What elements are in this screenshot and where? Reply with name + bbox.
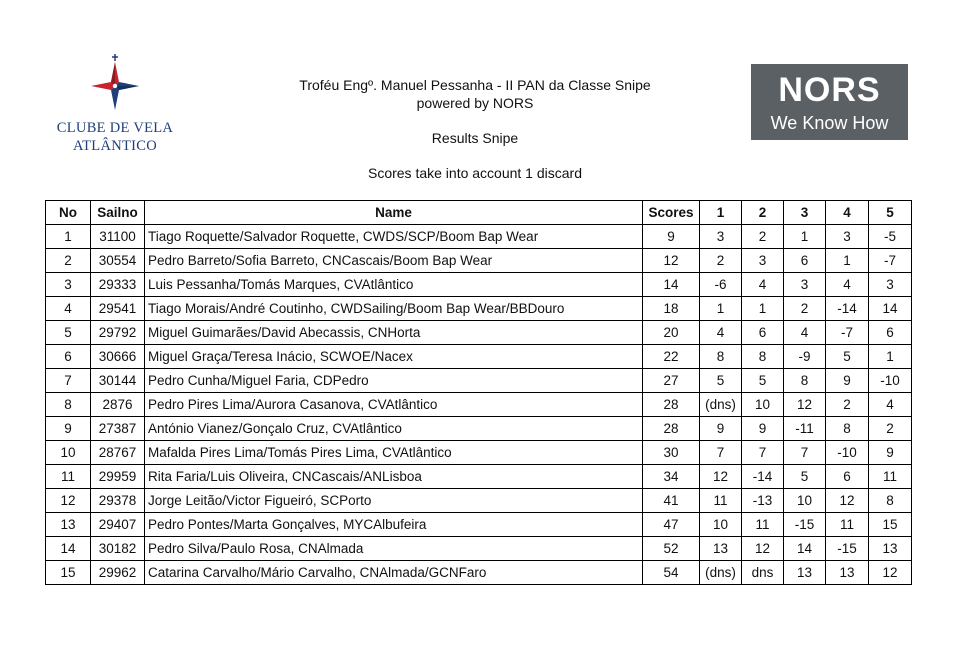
sail-number-cell: 29333 [91, 273, 145, 297]
table-row [46, 441, 912, 465]
position-cell: 12 [46, 489, 91, 513]
position-cell: 9 [46, 417, 91, 441]
column-header: 5 [869, 201, 912, 225]
position-cell: 5 [46, 321, 91, 345]
race-3-score-cell: 3 [784, 273, 826, 297]
results-label: Results Snipe [431, 130, 519, 146]
race-5-score-cell: -7 [869, 249, 912, 273]
total-score-cell: 30 [643, 441, 700, 465]
club-name-second-line: ATLÂNTICO [72, 138, 158, 154]
sail-number-cell: 29962 [91, 561, 145, 585]
race-1-score-cell: (dns) [700, 561, 742, 585]
club-name: CLUBE DE VELA [56, 120, 174, 136]
column-header: 4 [826, 201, 869, 225]
position-cell: 4 [46, 297, 91, 321]
race-2-score-cell: 2 [742, 225, 784, 249]
race-4-score-cell: 13 [826, 561, 869, 585]
table-row [46, 321, 912, 345]
position-cell: 15 [46, 561, 91, 585]
race-1-score-cell: 1 [700, 297, 742, 321]
race-2-score-cell: 12 [742, 537, 784, 561]
race-2-score-cell: 7 [742, 441, 784, 465]
race-3-score-cell: 6 [784, 249, 826, 273]
crew-name-cell: António Vianez/Gonçalo Cruz, CVAtlântico [145, 417, 643, 441]
race-1-score-cell: 12 [700, 465, 742, 489]
race-4-score-cell: 5 [826, 345, 869, 369]
race-4-score-cell: -14 [826, 297, 869, 321]
race-3-score-cell: 1 [784, 225, 826, 249]
race-4-score-cell: 9 [826, 369, 869, 393]
total-score-cell: 28 [643, 393, 700, 417]
table-row [46, 465, 912, 489]
race-2-score-cell: dns [742, 561, 784, 585]
race-4-score-cell: 8 [826, 417, 869, 441]
total-score-cell: 41 [643, 489, 700, 513]
race-5-score-cell: 4 [869, 393, 912, 417]
sail-number-cell: 29792 [91, 321, 145, 345]
race-5-score-cell: 8 [869, 489, 912, 513]
race-5-score-cell: 15 [869, 513, 912, 537]
race-5-score-cell: 3 [869, 273, 912, 297]
race-4-score-cell: 2 [826, 393, 869, 417]
race-4-score-cell: 1 [826, 249, 869, 273]
race-2-score-cell: -14 [742, 465, 784, 489]
table-row [46, 297, 912, 321]
crew-name-cell: Jorge Leitão/Victor Figueiró, SCPorto [145, 489, 643, 513]
race-1-score-cell: 11 [700, 489, 742, 513]
position-cell: 1 [46, 225, 91, 249]
page-subtitle: powered by NORS [416, 95, 534, 111]
sail-number-cell: 29378 [91, 489, 145, 513]
sponsor-tagline: We Know How [770, 113, 889, 133]
race-2-score-cell: 4 [742, 273, 784, 297]
race-2-score-cell: 6 [742, 321, 784, 345]
race-2-score-cell: 10 [742, 393, 784, 417]
race-2-score-cell: 5 [742, 369, 784, 393]
race-1-score-cell: (dns) [700, 393, 742, 417]
race-2-score-cell: 9 [742, 417, 784, 441]
page-title: Troféu Engº. Manuel Pessanha - II PAN da Classe Snipe [299, 77, 651, 93]
column-header: Scores [643, 201, 700, 225]
race-3-score-cell: 5 [784, 465, 826, 489]
race-4-score-cell: 11 [826, 513, 869, 537]
race-4-score-cell: 3 [826, 225, 869, 249]
race-3-score-cell: -9 [784, 345, 826, 369]
race-1-score-cell: 2 [700, 249, 742, 273]
table-row [46, 537, 912, 561]
crew-name-cell: Miguel Guimarães/David Abecassis, CNHorta [145, 321, 643, 345]
race-2-score-cell: 1 [742, 297, 784, 321]
table-row [46, 393, 912, 417]
total-score-cell: 54 [643, 561, 700, 585]
crew-name-cell: Pedro Pontes/Marta Gonçalves, MYCAlbufeira [145, 513, 643, 537]
race-5-score-cell: -5 [869, 225, 912, 249]
crew-name-cell: Pedro Barreto/Sofia Barreto, CNCascais/Boom Bap Wear [145, 249, 643, 273]
total-score-cell: 28 [643, 417, 700, 441]
table-row [46, 417, 912, 441]
race-4-score-cell: -7 [826, 321, 869, 345]
position-cell: 14 [46, 537, 91, 561]
total-score-cell: 34 [643, 465, 700, 489]
race-1-score-cell: 5 [700, 369, 742, 393]
race-2-score-cell: -13 [742, 489, 784, 513]
table-row [46, 345, 912, 369]
position-cell: 13 [46, 513, 91, 537]
position-cell: 11 [46, 465, 91, 489]
position-cell: 10 [46, 441, 91, 465]
race-3-score-cell: 8 [784, 369, 826, 393]
sponsor-name: NORS [778, 71, 881, 109]
position-cell: 2 [46, 249, 91, 273]
sponsor-logo [751, 64, 908, 140]
crew-name-cell: Pedro Cunha/Miguel Faria, CDPedro [145, 369, 643, 393]
results-body [46, 225, 912, 585]
sail-number-cell: 30554 [91, 249, 145, 273]
compass-rose-icon [85, 54, 145, 116]
race-4-score-cell: 12 [826, 489, 869, 513]
column-header: 2 [742, 201, 784, 225]
table-row [46, 513, 912, 537]
sail-number-cell: 27387 [91, 417, 145, 441]
race-3-score-cell: 14 [784, 537, 826, 561]
race-1-score-cell: 4 [700, 321, 742, 345]
race-5-score-cell: 13 [869, 537, 912, 561]
race-2-score-cell: 3 [742, 249, 784, 273]
sail-number-cell: 29959 [91, 465, 145, 489]
race-3-score-cell: -11 [784, 417, 826, 441]
race-2-score-cell: 8 [742, 345, 784, 369]
race-4-score-cell: -10 [826, 441, 869, 465]
total-score-cell: 14 [643, 273, 700, 297]
total-score-cell: 12 [643, 249, 700, 273]
scoring-note: Scores take into account 1 discard [367, 165, 582, 181]
race-1-score-cell: 7 [700, 441, 742, 465]
total-score-cell: 47 [643, 513, 700, 537]
race-1-score-cell: -6 [700, 273, 742, 297]
race-3-score-cell: -15 [784, 513, 826, 537]
column-header: No [46, 201, 91, 225]
position-cell: 6 [46, 345, 91, 369]
column-header: 3 [784, 201, 826, 225]
table-row [46, 369, 912, 393]
crew-name-cell: Rita Faria/Luis Oliveira, CNCascais/ANLisboa [145, 465, 643, 489]
sail-number-cell: 30144 [91, 369, 145, 393]
table-row [46, 561, 912, 585]
table-row [46, 225, 912, 249]
race-4-score-cell: -15 [826, 537, 869, 561]
crew-name-cell: Luis Pessanha/Tomás Marques, CVAtlântico [145, 273, 643, 297]
total-score-cell: 22 [643, 345, 700, 369]
sail-number-cell: 30666 [91, 345, 145, 369]
table-header-row [46, 201, 912, 225]
race-1-score-cell: 9 [700, 417, 742, 441]
position-cell: 3 [46, 273, 91, 297]
position-cell: 7 [46, 369, 91, 393]
race-4-score-cell: 4 [826, 273, 869, 297]
race-2-score-cell: 11 [742, 513, 784, 537]
column-header: 1 [700, 201, 742, 225]
position-cell: 8 [46, 393, 91, 417]
crew-name-cell: Tiago Roquette/Salvador Roquette, CWDS/SCP/Boom Bap Wear [145, 225, 643, 249]
total-score-cell: 52 [643, 537, 700, 561]
crew-name-cell: Tiago Morais/André Coutinho, CWDSailing/Boom Bap Wear/BBDouro [145, 297, 643, 321]
table-row [46, 249, 912, 273]
race-3-score-cell: 13 [784, 561, 826, 585]
race-5-score-cell: 9 [869, 441, 912, 465]
crew-name-cell: Miguel Graça/Teresa Inácio, SCWOE/Nacex [145, 345, 643, 369]
race-5-score-cell: 1 [869, 345, 912, 369]
race-5-score-cell: 2 [869, 417, 912, 441]
sail-number-cell: 31100 [91, 225, 145, 249]
sail-number-cell: 29541 [91, 297, 145, 321]
total-score-cell: 9 [643, 225, 700, 249]
sail-number-cell: 30182 [91, 537, 145, 561]
crew-name-cell: Pedro Silva/Paulo Rosa, CNAlmada [145, 537, 643, 561]
race-1-score-cell: 10 [700, 513, 742, 537]
total-score-cell: 27 [643, 369, 700, 393]
club-logo [40, 54, 190, 158]
race-3-score-cell: 10 [784, 489, 826, 513]
crew-name-cell: Catarina Carvalho/Mário Carvalho, CNAlmada/GCNFaro [145, 561, 643, 585]
race-1-score-cell: 8 [700, 345, 742, 369]
race-3-score-cell: 2 [784, 297, 826, 321]
column-header: Sailno [91, 201, 145, 225]
results-table [45, 200, 912, 585]
race-3-score-cell: 4 [784, 321, 826, 345]
sail-number-cell: 2876 [91, 393, 145, 417]
race-5-score-cell: 14 [869, 297, 912, 321]
total-score-cell: 20 [643, 321, 700, 345]
crew-name-cell: Pedro Pires Lima/Aurora Casanova, CVAtlântico [145, 393, 643, 417]
race-1-score-cell: 3 [700, 225, 742, 249]
crew-name-cell: Mafalda Pires Lima/Tomás Pires Lima, CVAtlântico [145, 441, 643, 465]
column-header: Name [145, 201, 643, 225]
race-5-score-cell: 6 [869, 321, 912, 345]
race-3-score-cell: 12 [784, 393, 826, 417]
race-1-score-cell: 13 [700, 537, 742, 561]
race-4-score-cell: 6 [826, 465, 869, 489]
table-row [46, 273, 912, 297]
sail-number-cell: 29407 [91, 513, 145, 537]
sail-number-cell: 28767 [91, 441, 145, 465]
table-row [46, 489, 912, 513]
race-3-score-cell: 7 [784, 441, 826, 465]
total-score-cell: 18 [643, 297, 700, 321]
race-5-score-cell: 11 [869, 465, 912, 489]
race-5-score-cell: -10 [869, 369, 912, 393]
race-5-score-cell: 12 [869, 561, 912, 585]
